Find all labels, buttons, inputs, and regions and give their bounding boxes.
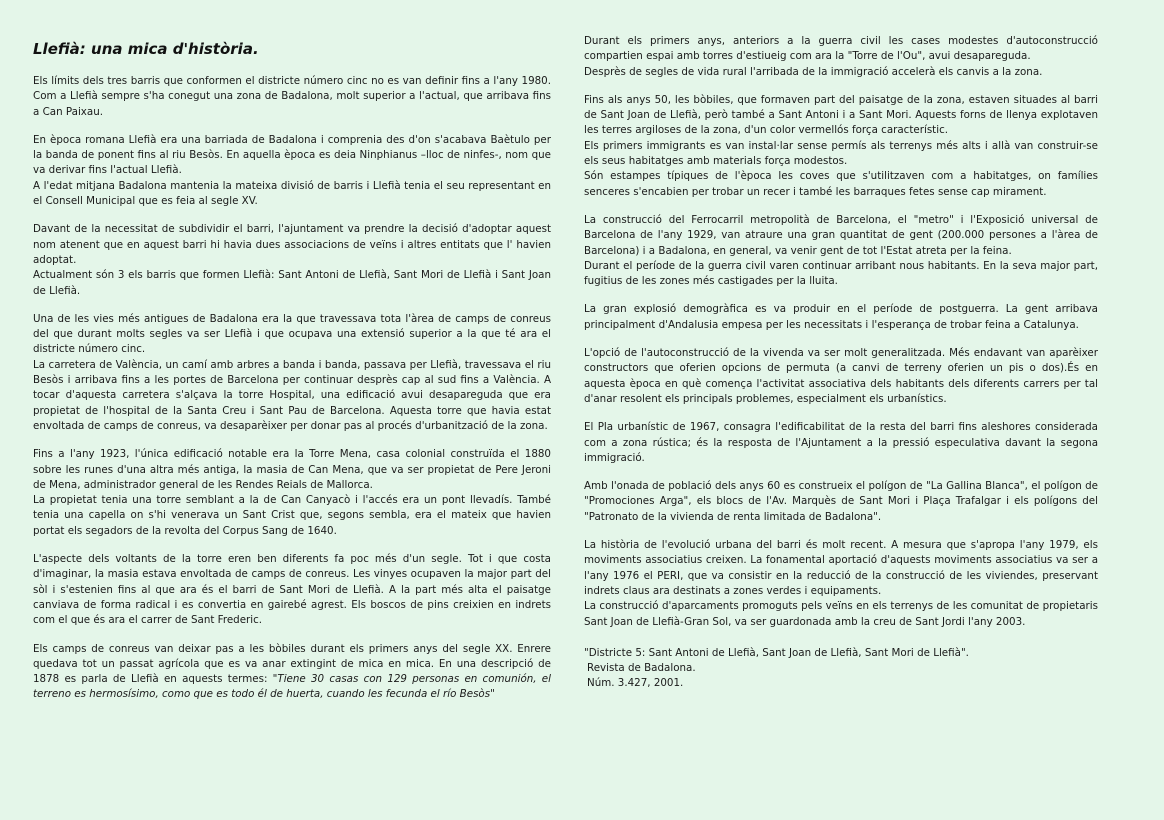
paragraph-line: Actualment són 3 els barris que formen Llefià: Sant Antoni de Llefià, Sant Mori de Llefià i Sant Joan de Llefià. bbox=[33, 269, 551, 297]
paragraph-line: Durant els primers anys, anteriors a la guerra civil les cases modestes d'autoconstrucció compartien espai amb torres d'estiueig com ara la "Torre de l'Ou", avui desapareguda. bbox=[584, 35, 1098, 63]
paragraph-line: Els límits dels tres barris que conformen el districte número cinc no es van definir fins a l'any 1980. Com a Llefià sempre s'ha conegut una zona de Badalona, molt superior a l'actual, que arribava fins a Can Paixau. bbox=[33, 75, 551, 118]
paragraph-line: A l'edat mitjana Badalona mantenia la mateixa divisió de barris i Llefià tenia el seu representant en el Consell Municipal que es feia al segle XV. bbox=[33, 179, 551, 208]
paragraph-line: La construcció del Ferrocarril metropolità de Barcelona, el "metro" i l'Exposició universal de Barcelona de l'any 1929, van atraure una gran quantitat de gent (200.000 persones a l'àrea de Barcelona) i a Badalona, en general, va venir gent de tot l'Estat atreta per la feina. bbox=[584, 213, 1098, 257]
right-paragraphs bbox=[584, 34, 1098, 630]
paragraph-line: La gran explosió demogràfica es va produir en el període de postguerra. La gent arribava principalment d'Andalusia empesa per les necessitats i l'esperança de trobar feina a Catalunya. bbox=[584, 303, 1098, 331]
historical-quote: "Tiene 30 casas con 129 personas en comunión, el terreno es hermosísimo, como que es todo él de huerta, cuando les fecunda el río Besòs" bbox=[33, 673, 551, 701]
paragraph-line: L'opció de l'autoconstrucció de la vivenda va ser molt generalitzada. Més endavant van aparèixer constructors que oferien opcions de permuta (a canvi de terreny oferien un pis o dos).És en aquesta època en què comença l'activitat associativa dels habitants dels diferents carrers per tal d'anar resolent els principals problemes, especialment els urbanístics. bbox=[584, 347, 1098, 405]
paragraph bbox=[33, 447, 551, 539]
paragraph-line: Fins a l'any 1923, l'única edificació notable era la Torre Mena, casa colonial construïda el 1880 sobre les runes d'una altra més antiga, la masia de Can Mena, que va ser propietat de Pere Jeroni de Mena, administrador general de les Rendes Reials de Mallorca. bbox=[33, 448, 551, 491]
paragraph-line: Són estampes típiques de l'època les coves que s'utilitzaven com a habitatges, on famílies senceres s'encabien per trobar un recer i també les barraques fetes sense cap mirament. bbox=[584, 170, 1098, 198]
paragraph bbox=[584, 479, 1098, 525]
source-citation bbox=[584, 646, 1098, 692]
paragraph-line: L'aspecte dels voltants de la torre eren ben diferents fa poc més d'un segle. Tot i que costa d'imaginar, la masia estava envoltada de camps de conreus. Les vinyes ocupaven la major part del sòl i s'estenien fins al que ara és el barri de Sant Mori de Llefià. A la part més alta el paisatge canviava de forma radical i es convertia en gairebé agrest. Els boscos de pins creixien en indrets com el que és ara el carrer de Sant Frederic. bbox=[33, 553, 551, 627]
citation-title: "Districte 5: Sant Antoni de Llefià, Sant Joan de Llefià, Sant Mori de Llefià". bbox=[584, 646, 969, 659]
paragraph-line: La propietat tenia una torre semblant a la de Can Canyacò i l'accés era un pont llevadís. També tenia una capella on s'hi venerava un Sant Crist que, segons sembla, era el mateix que havien portat els segadors de la revolta del Corpus Sang de 1640. bbox=[33, 494, 551, 537]
paragraph-line: La història de l'evolució urbana del barri és molt recent. A mesura que s'apropa l'any 1979, els moviments associatius creixen. La fonamental aportació d'aquests moviments associatius va ser a l'any 1976 el PERI, que va consistir en la reducció de la construcció de les viviendes, preservant indrets claus ara destinats a zones verdes i equipaments. bbox=[584, 539, 1098, 597]
paragraph bbox=[584, 93, 1098, 200]
left-last-paragraph bbox=[33, 642, 551, 703]
citation-issue: Núm. 3.427, 2001. bbox=[587, 677, 684, 690]
paragraph bbox=[584, 538, 1098, 630]
paragraph-line: Fins als anys 50, les bòbiles, que formaven part del paisatge de la zona, estaven situades al barri de Sant Joan de Llefià, però també a Sant Antoni i a Sant Mori. Aquests forns de llenya explotaven les terres argiloses de la zona, d'un color vermellós força característic. bbox=[584, 93, 1098, 137]
paragraph-line: El Pla urbanístic de 1967, consagra l'edificabilitat de la resta del barri fins aleshores considerada com a zona rústica; és la resposta de l'Ajuntament a la pressió especulativa davant la segona immigració. bbox=[584, 421, 1098, 464]
paragraph-line: Durant el període de la guerra civil varen continuar arribant nous habitants. En la seva major part, fugitius de les zones més castigades per la lluita. bbox=[584, 259, 1098, 288]
paragraph-line: Davant de la necessitat de subdividir el barri, l'ajuntament va prendre la decisió d'adoptar aquest nom atenent que en aquest barri hi havia dues associacions de veïns i altres entitats que l' havien adoptat. bbox=[33, 223, 551, 266]
paragraph bbox=[584, 213, 1098, 289]
paragraph bbox=[584, 34, 1098, 80]
last-paragraph-text: Els camps de conreus van deixar pas a les bòbiles durant els primers anys del segle XX. Enrere quedava tot un passat agrícola que es va anar extingint de mica en mica. En una descripció de 1878 es parla de Llefià en aquests termes: bbox=[33, 642, 551, 686]
paragraph bbox=[584, 420, 1098, 466]
paragraph-line: En època romana Llefià era una barriada de Badalona i comprenia des d'on s'acabava Baètulo per la banda de ponent fins al riu Besòs. En aquella època es deia Ninphianus –lloc de ninfes-, nom que va derivar fins l'actual Llefià. bbox=[33, 133, 551, 177]
paragraph bbox=[584, 302, 1098, 333]
paragraph-line: La construcció d'aparcaments promoguts pels veïns en els terrenys de les comunitat de propietaris Sant Joan de Llefià-Gran Sol, va ser guardonada amb la creu de Sant Jordi l'any 2003. bbox=[584, 600, 1098, 628]
paragraph-line: Els primers immigrants es van instal·lar sense permís als terrenys més alts i allà van construir-se els seus habitatges amb materials força modestos. bbox=[584, 139, 1098, 168]
left-paragraphs bbox=[33, 74, 551, 629]
paragraph-line: Amb l'onada de població dels anys 60 es construeix el polígon de "La Gallina Blanca", el polígon de "Promociones Arga", els blocs de l'Av. Marquès de Sant Mori i Plaça Trafalgar i els polígons del "Patronato de la vivienda de renta limitada de Badalona". bbox=[584, 480, 1098, 523]
paragraph-line: Una de les vies més antigues de Badalona era la que travessava tota l'àrea de camps de conreus del que durant molts segles va ser Llefià i que ocupava una extensió superior a la que té ara el districte número cinc. bbox=[33, 312, 551, 356]
paragraph bbox=[33, 133, 551, 209]
paragraph-line: La carretera de València, un camí amb arbres a banda i banda, passava per Llefià, travessava el riu Besòs i arribava fins a les portes de Barcelona per continuar desprès cap al sud fins a València. A tocar d'aquesta carretera s'alçava la torre Hospital, una edificació avui desapareguda que era propietat de l'hospital de la Santa Creu i Sant Pau de Barcelona. Aquesta torre que havia estat envoltada de camps de conreus, va desaparèixer per donar pas al procés d'urbanització de la zona. bbox=[33, 358, 551, 432]
paragraph-line: Desprès de segles de vida rural l'arribada de la immigració accelerà els canvis a la zona. bbox=[584, 65, 1043, 78]
paragraph bbox=[33, 312, 551, 434]
paragraph bbox=[33, 222, 551, 298]
citation-journal: Revista de Badalona. bbox=[587, 662, 696, 675]
page-title: Llefià: una mica d'història. bbox=[33, 40, 259, 58]
paragraph bbox=[33, 552, 551, 628]
paragraph bbox=[584, 346, 1098, 407]
right-column bbox=[584, 34, 1098, 692]
paragraph bbox=[33, 74, 551, 120]
left-column bbox=[33, 34, 551, 716]
